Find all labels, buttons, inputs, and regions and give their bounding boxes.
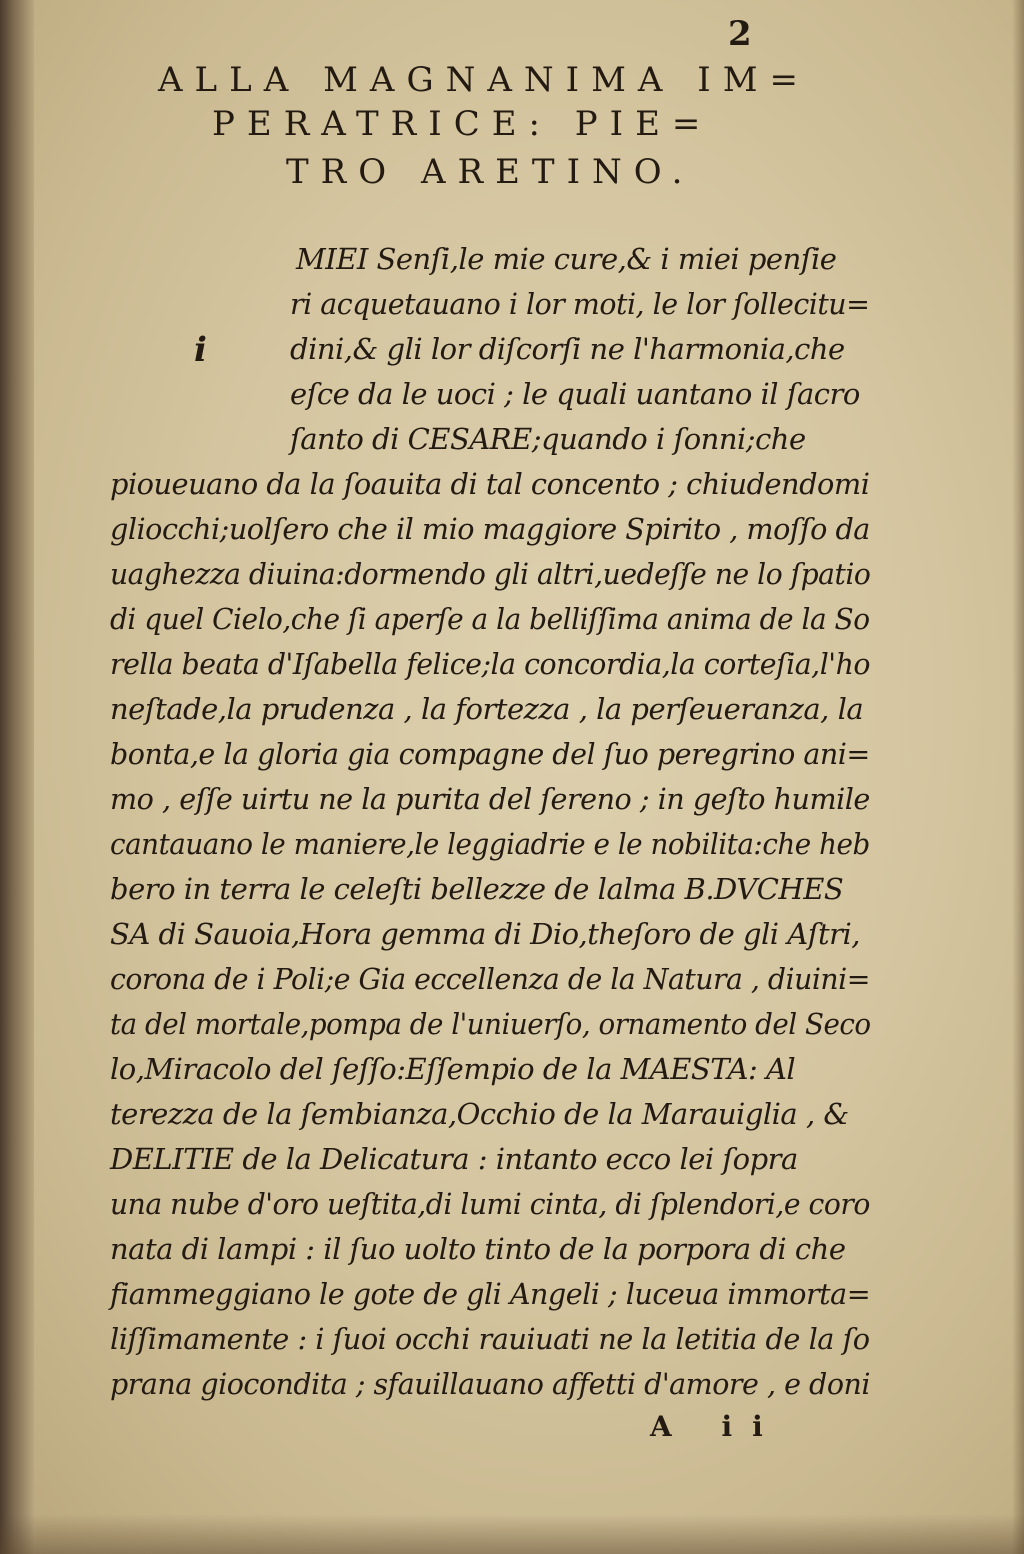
body-line: ſanto di CESARE;quando i ſonni;che	[290, 422, 806, 456]
page-edge-right	[1012, 0, 1024, 1554]
body-line: eſce da le uoci ; le quali uantano il ſacro	[290, 377, 860, 411]
heading-line-2: PERATRICE: PIE=	[212, 104, 713, 144]
body-line: neſtade,la prudenza , la fortezza , la perſeueranza, la	[110, 692, 864, 726]
body-line: bonta,e la gloria gia compagne del ſuo peregrino ani=	[110, 737, 870, 771]
body-line: cantauano le maniere,le leggiadrie e le nobilita:che heb	[110, 827, 870, 861]
body-line: dini,& gli lor diſcorſi ne l'harmonia,che	[290, 332, 845, 366]
body-line: lo,Miracolo del ſeſſo:Eſſempio de la MAESTA: Al	[110, 1052, 796, 1086]
body-line: gliocchi;uolſero che il mio maggiore Spirito , moſſo da	[110, 512, 870, 546]
body-line: ta del mortale,pompa de l'uniuerſo, ornamento del Seco	[110, 1007, 871, 1041]
body-line: fiammeggiano le gote de gli Angeli ; luceua immorta=	[110, 1277, 871, 1311]
body-line: bero in terra le celeſti bellezze de lalma B.DVCHES	[110, 872, 844, 906]
body-line: liſſimamente : i ſuoi occhi rauiuati ne la letitia de la ſo	[110, 1322, 870, 1356]
side-letter: i	[194, 330, 207, 370]
body-line: DELITIE de la Delicatura : intanto ecco lei ſopra	[110, 1142, 798, 1176]
body-line: ri acquetauano i lor moti, le lor ſollecitu=	[290, 287, 870, 321]
heading-line-1: ALLA MAGNANIMA IM=	[158, 60, 810, 100]
body-line: mo , eſſe uirtu ne la purita del ſereno ; in geſto humile	[110, 782, 870, 816]
body-line: pioueuano da la ſoauita di tal concento ; chiudendomi	[110, 467, 870, 501]
body-line: terezza de la ſembianza,Occhio de la Marauiglia , &	[110, 1097, 849, 1131]
body-line: di quel Cielo,che ſi aperſe a la belliſſima anima de la So	[110, 602, 870, 636]
body-line: rella beata d'Iſabella felice;la concordia,la corteſia,l'ho	[110, 647, 871, 681]
body-line: prana giocondita ; sfauillauano affetti d'amore , e doni	[110, 1367, 870, 1401]
body-line: uaghezza diuina:dormendo gli altri,uedeſſe ne lo ſpatio	[110, 557, 871, 591]
signature-mark: A ii	[650, 1410, 783, 1443]
body-line: nata di lampi : il ſuo uolto tinto de la porpora di che	[110, 1232, 846, 1266]
page-gutter	[0, 0, 34, 1554]
heading-line-3: TRO ARETINO.	[286, 152, 695, 192]
body-line: MIEI Senſi,le mie cure,& i miei penſie	[296, 242, 837, 276]
page-number: 2	[728, 14, 754, 54]
page-edge-bottom	[0, 1514, 1024, 1554]
body-line: corona de i Poli;e Gia eccellenza de la Natura , diuini=	[110, 962, 870, 996]
body-line: una nube d'oro ueſtita,di lumi cinta, di ſplendori,e coro	[110, 1187, 870, 1221]
body-line: SA di Sauoia,Hora gemma di Dio,theſoro de gli Aſtri,	[110, 917, 860, 951]
